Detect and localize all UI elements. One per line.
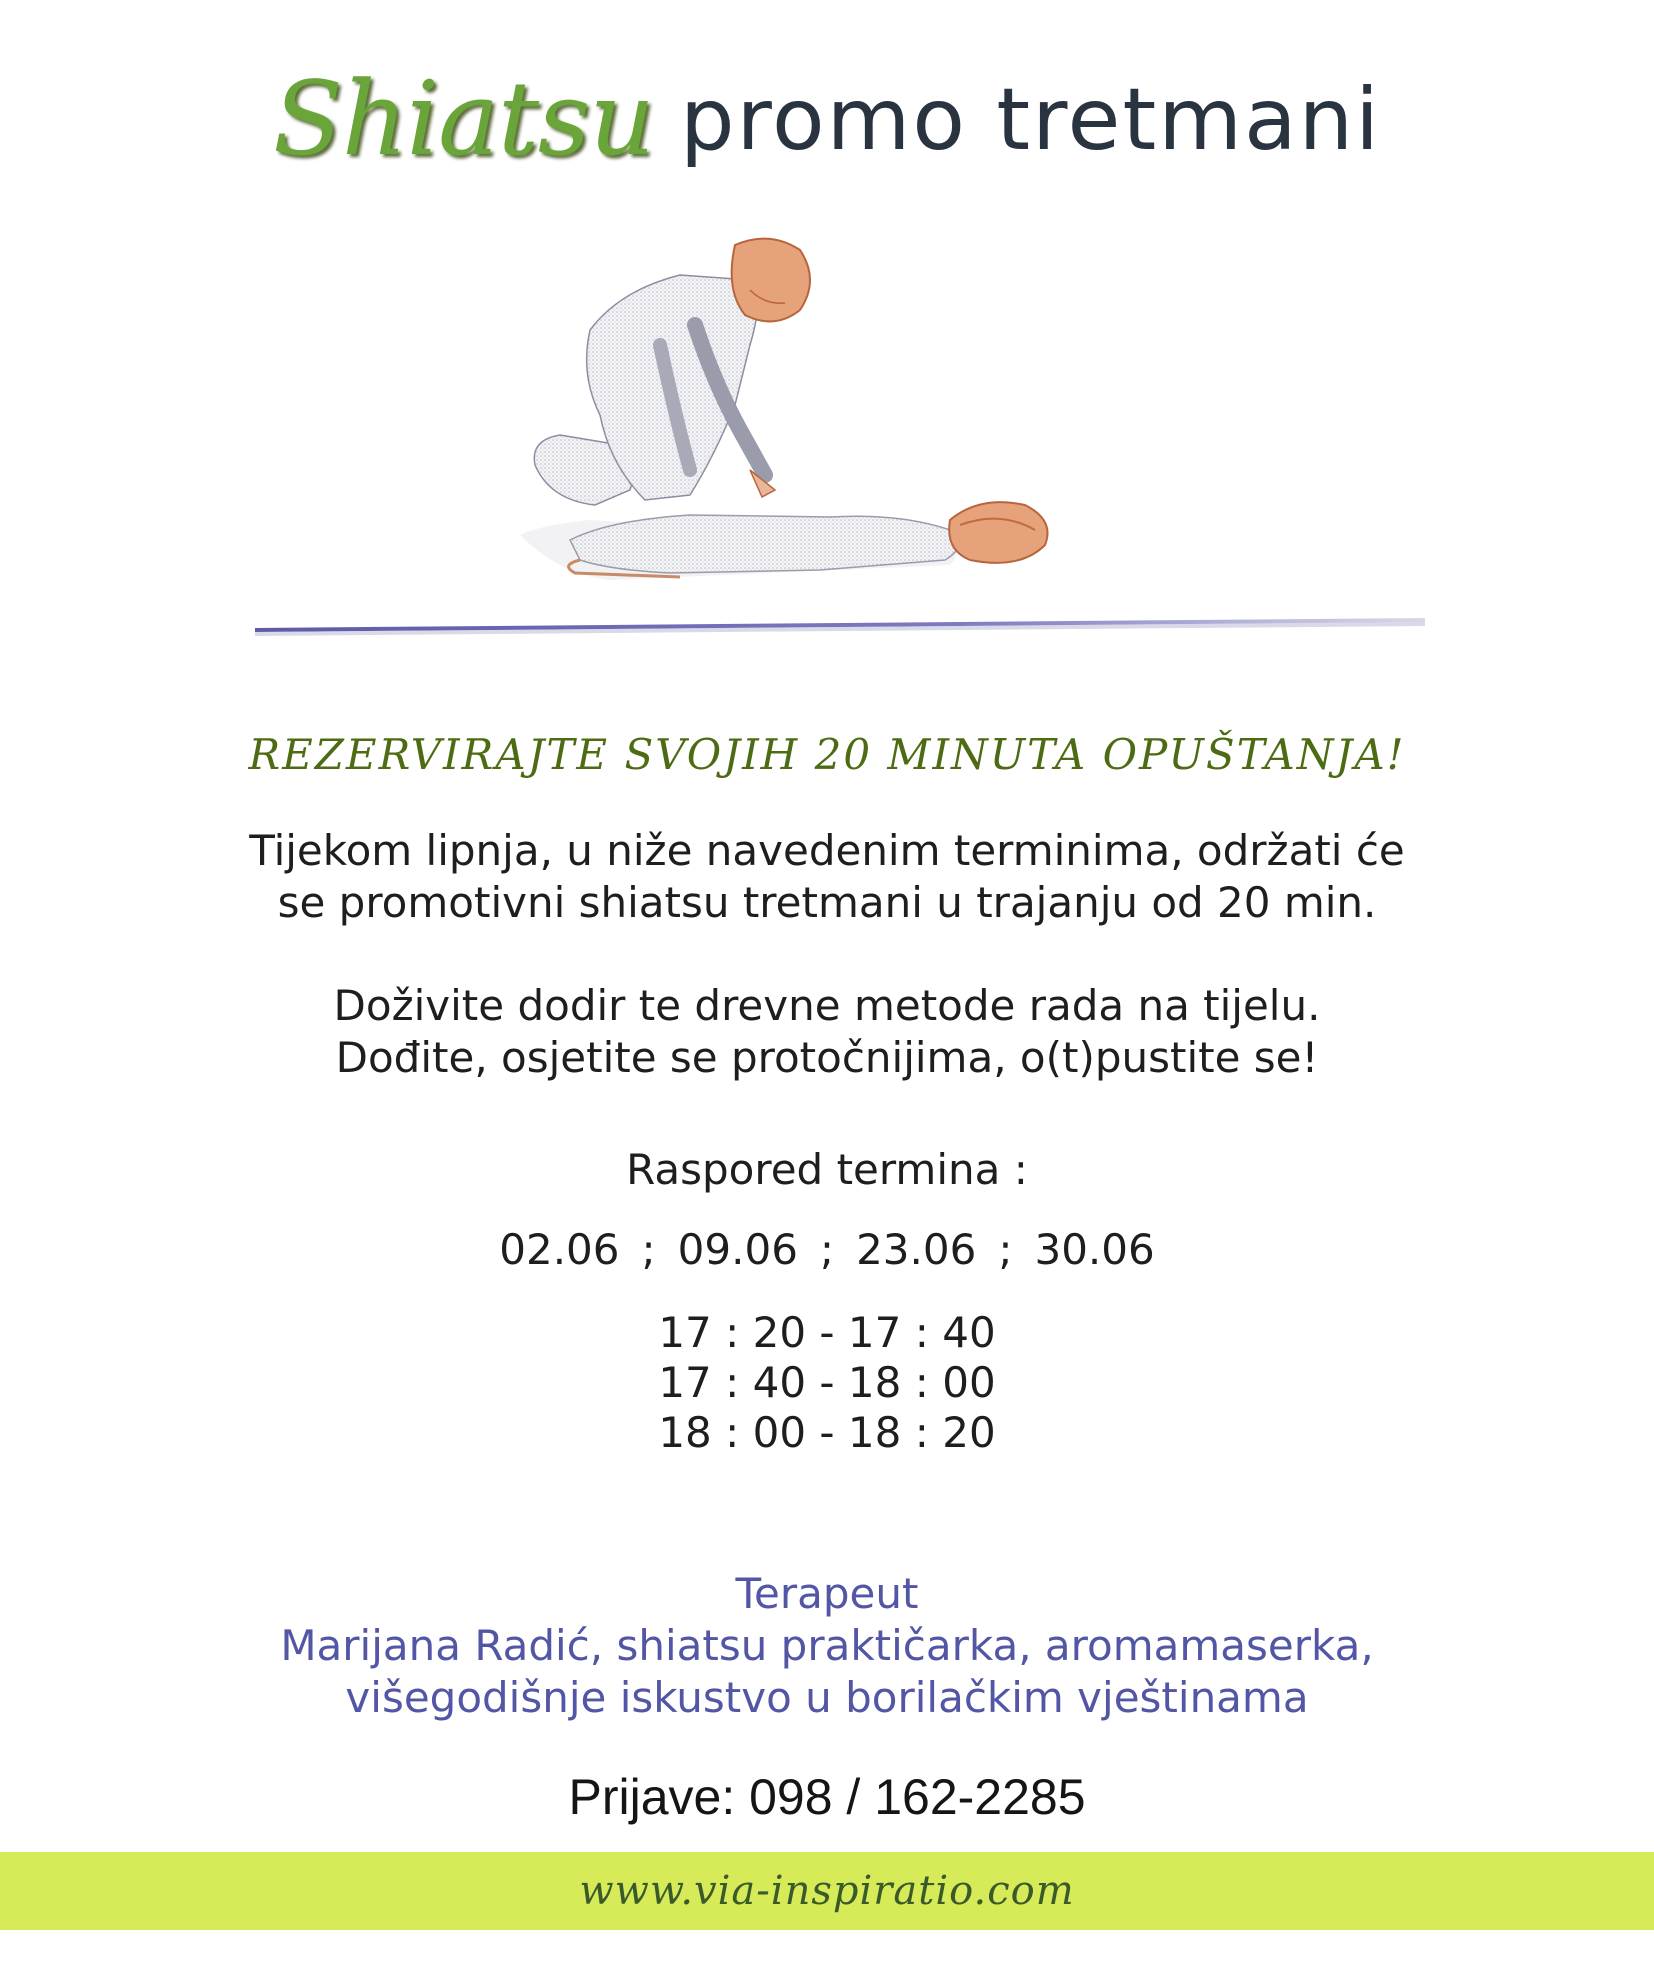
intro-line: Tijekom lipnja, u niže navedenim terminima, održati će — [249, 826, 1405, 875]
intro-line: se promotivni shiatsu tretmani u trajanju od 20 min. — [277, 878, 1377, 927]
headline: REZERVIRAJTE SVOJIH 20 MINUTA OPUŠTANJA! — [248, 730, 1406, 779]
schedule-date: 02.06 — [499, 1225, 620, 1274]
title-brand: Shiatsu — [272, 60, 654, 179]
time-slot: 17 : 40 - 18 : 00 — [658, 1358, 996, 1407]
date-separator: ; — [819, 1225, 835, 1274]
divider-line — [255, 612, 1425, 636]
time-slot: 17 : 20 - 17 : 40 — [658, 1308, 996, 1357]
schedule-dates — [0, 1225, 1654, 1274]
page-title — [0, 60, 1654, 210]
invite-line: Dođite, osjetite se protočnijima, o(t)pustite se! — [335, 1033, 1319, 1082]
schedule-date: 09.06 — [677, 1225, 798, 1274]
website-link[interactable]: www.via-inspiratio.com — [579, 1868, 1075, 1914]
therapist-label: Terapeut — [735, 1569, 919, 1618]
invite-line: Doživite dodir te drevne metode rada na tijelu. — [333, 981, 1321, 1030]
intro-paragraph — [0, 825, 1654, 929]
schedule-times — [0, 1308, 1654, 1458]
time-slot: 18 : 00 - 18 : 20 — [658, 1408, 996, 1457]
schedule-title: Raspored termina : — [626, 1145, 1028, 1194]
therapist-line: višegodišnje iskustvo u borilačkim vještinama — [345, 1673, 1309, 1722]
date-separator: ; — [641, 1225, 656, 1274]
shiatsu-massage-drawing-icon — [500, 235, 1120, 595]
contact-phone: Prijave: 098 / 162-2285 — [568, 1769, 1086, 1825]
date-separator: ; — [998, 1225, 1013, 1274]
schedule-date: 23.06 — [856, 1225, 977, 1274]
therapist-info — [0, 1568, 1654, 1724]
footer-bar — [0, 1852, 1654, 1930]
therapist-line: Marijana Radić, shiatsu praktičarka, aromamaserka, — [280, 1621, 1374, 1670]
invite-paragraph — [0, 980, 1654, 1084]
title-rest: promo tretmani — [679, 69, 1382, 170]
schedule-date: 30.06 — [1034, 1225, 1155, 1274]
